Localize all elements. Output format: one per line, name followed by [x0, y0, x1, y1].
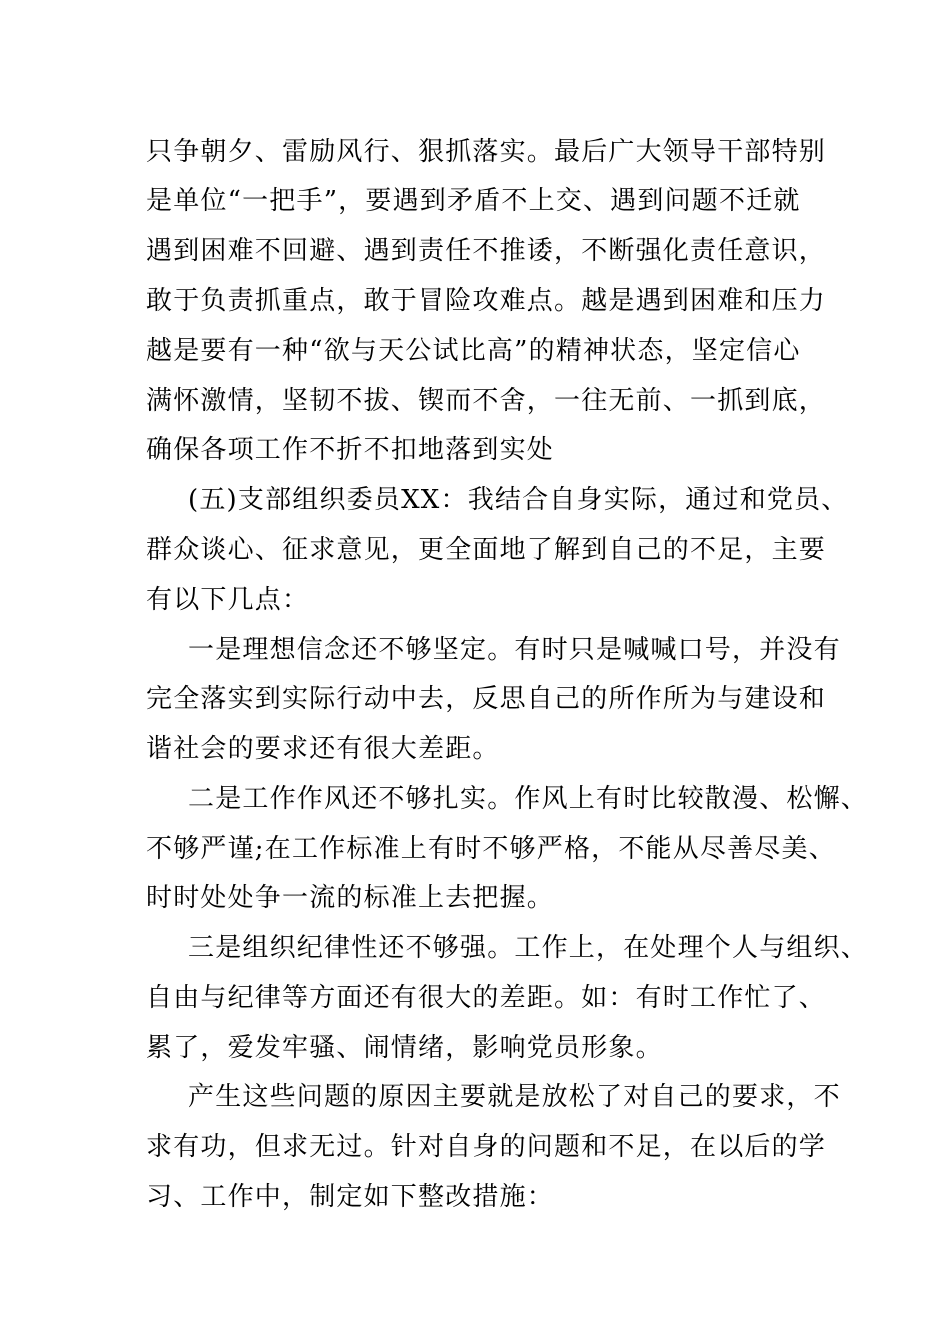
text-line: 三是组织纪律性还不够强。工作上，在处理个人与组织、	[188, 933, 869, 963]
text-line: 越是要有一种“欲与天公试比高”的精神状态，坚定信心	[146, 336, 801, 366]
text-line: 自由与纪律等方面还有很大的差距。如：有时工作忙了、	[146, 983, 827, 1013]
text-line: 完全落实到实际行动中去，反思自己的所作所为与建设和	[146, 684, 827, 714]
text-line: 有以下几点：	[146, 585, 310, 615]
text-line: 谐社会的要求还有很大差距。	[146, 734, 500, 764]
text-line: 求有功，但求无过。针对自身的问题和不足，在以后的学	[146, 1132, 827, 1162]
text-line: 时时处处争一流的标准上去把握。	[146, 883, 555, 913]
text-line: 产生这些问题的原因主要就是放松了对自己的要求，不	[188, 1082, 841, 1112]
text-line: 二是工作作风还不够扎实。作风上有时比较散漫、松懈、	[188, 784, 869, 814]
text-line: 累了，爱发牢骚、闹情绪，影响党员形象。	[146, 1033, 663, 1063]
text-line: 不够严谨;在工作标准上有时不够严格，不能从尽善尽美、	[146, 834, 836, 864]
text-line: (五)支部组织委员XX：我结合自身实际，通过和党员、	[188, 485, 849, 515]
text-line: 满怀激情，坚韧不拔、锲而不舍，一往无前、一抓到底，	[146, 386, 827, 416]
text-line: 只争朝夕、雷励风行、狠抓落实。最后广大领导干部特别	[146, 137, 827, 167]
text-line: 是单位“一把手”，要遇到矛盾不上交、遇到问题不迁就	[146, 186, 801, 216]
text-line: 群众谈心、征求意见，更全面地了解到自己的不足，主要	[146, 535, 827, 565]
text-line: 习、工作中，制定如下整改措施：	[146, 1182, 555, 1212]
text-line: 敢于负责抓重点，敢于冒险攻难点。越是遇到困难和压力	[146, 286, 827, 316]
text-line: 一是理想信念还不够坚定。有时只是喊喊口号，并没有	[188, 635, 841, 665]
text-line: 确保各项工作不折不扣地落到实处	[146, 435, 555, 465]
text-line: 遇到困难不回避、遇到责任不推诿，不断强化责任意识，	[146, 236, 827, 266]
